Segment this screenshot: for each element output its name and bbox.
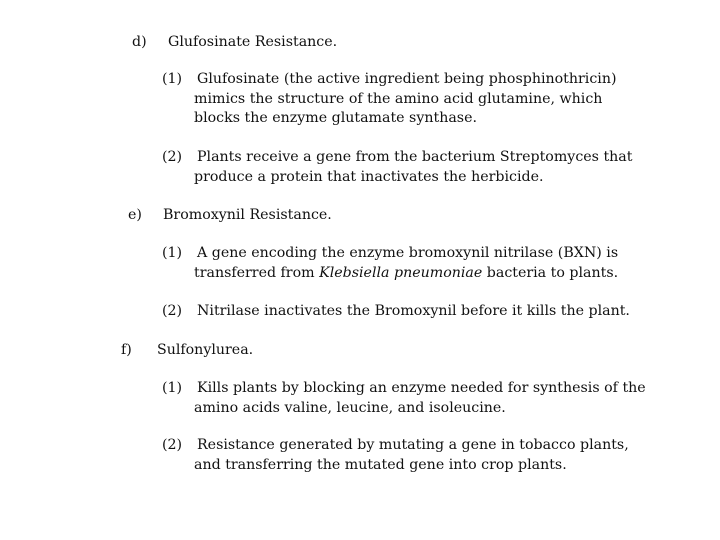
item-number: (2) [162,437,183,453]
section-e-marker: e) [128,207,142,223]
text-fragment: transferred from [194,264,320,281]
item-number: (1) [162,380,183,396]
section-f-title: Sulfonylurea. [157,342,254,358]
section-f-item-1 [162,379,646,418]
text-fragment: bacteria to plants. [482,264,619,281]
item-text-line: mimics the structure of the amino acid glutamine, which [194,90,603,107]
item-number: (1) [162,71,183,87]
item-number: (1) [162,245,183,261]
item-text-line: Kills plants by blocking an enzyme needed for synthesis of the [197,380,646,396]
section-e-item-2 [162,302,630,322]
section-e-item-1 [162,244,618,283]
section-d-marker: d) [132,34,147,50]
item-text-line: Plants receive a gene from the bacterium Streptomyces that [197,149,633,165]
section-f-item-2 [162,436,629,475]
item-number: (2) [162,149,183,165]
item-text-line: and transferring the mutated gene into crop plants. [194,456,567,473]
section-e-title: Bromoxynil Resistance. [163,207,332,223]
item-text-line: amino acids valine, leucine, and isoleucine. [194,399,506,416]
species-name: Klebsiella pneumoniae [319,264,483,281]
item-text-line: A gene encoding the enzyme bromoxynil nitrilase (BXN) is [197,245,619,261]
item-text-line [162,264,618,284]
section-d-title: Glufosinate Resistance. [168,34,338,50]
item-text-line: produce a protein that inactivates the herbicide. [194,168,544,185]
item-text-line: Nitrilase inactivates the Bromoxynil before it kills the plant. [197,303,630,319]
section-d-item-2 [162,148,632,187]
item-number: (2) [162,303,183,319]
section-f-marker: f) [121,342,132,358]
section-d-item-1 [162,70,617,129]
item-text-line: Glufosinate (the active ingredient being phosphinothricin) [197,71,617,87]
item-text-line: blocks the enzyme glutamate synthase. [194,110,477,126]
item-text-line: Resistance generated by mutating a gene in tobacco plants, [197,437,629,453]
